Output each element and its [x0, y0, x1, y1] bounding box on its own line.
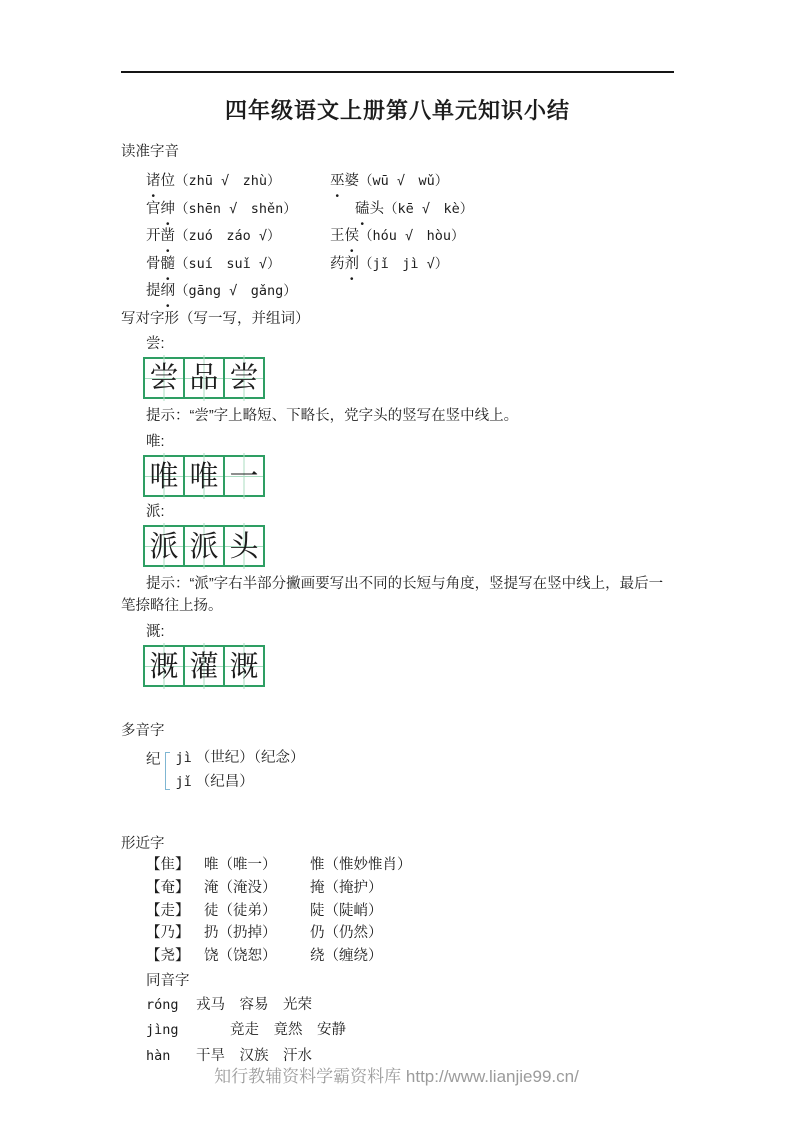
pronunciation-item [330, 168, 448, 196]
writing-entry-label: 派: [146, 504, 165, 520]
pinyin-options: （zuó záo √） [175, 228, 281, 244]
page-title: 四年级语文上册第八单元知识小结 [224, 98, 570, 123]
homophone-pinyin: róng [146, 996, 179, 1013]
homophone-words: 竞走 竟然 安静 [230, 1022, 346, 1039]
writing-tip: 提示：“尝”字上略短、下略长，党字头的竖写在竖中线上。 [146, 407, 519, 424]
reading-words: （世纪）（纪念） [195, 750, 305, 766]
section-heading-polyphonic: 多音字 [121, 723, 165, 739]
writing-entry-label: 唯: [146, 434, 165, 450]
grid-cell [223, 525, 265, 567]
similar-word-right: 陡（陡峭） [310, 902, 383, 919]
character-practice-grid [143, 455, 265, 497]
practice-character: 尝 [149, 360, 179, 394]
word-emphasized: 诸 [146, 173, 161, 189]
grid-cell [183, 357, 225, 399]
similar-word-right: 仍（仍然） [310, 925, 383, 942]
writing-entry-label: 溉: [146, 624, 165, 640]
reading-pinyin: jǐ [175, 774, 192, 790]
similar-word-left: 扔（扔掉） [204, 925, 277, 942]
grid-cell [183, 525, 225, 567]
pinyin-options: （kē √ kè） [384, 200, 474, 217]
word-emphasized: 凿 [160, 228, 175, 244]
word-part: 位 [160, 173, 175, 189]
similar-word-right: 掩（掩护） [310, 879, 383, 896]
pinyin-options: （hóu √ hòu） [359, 228, 465, 244]
practice-character: 唯 [149, 458, 179, 493]
character-practice-grid [143, 645, 265, 687]
section-heading-homophone: 同音字 [146, 972, 190, 989]
word-emphasized: 侯 [344, 228, 359, 244]
character-practice-grid [143, 525, 265, 567]
similar-word-left: 徒（徒弟） [204, 902, 277, 919]
pinyin-options: （gāng √ gǎng） [175, 283, 297, 299]
practice-character: 品 [189, 360, 219, 394]
pronunciation-item [146, 223, 330, 251]
writing-entry-label: 尝: [146, 335, 165, 352]
word-emphasized: 磕 [355, 200, 370, 217]
word-part: 药 [330, 255, 345, 272]
similar-row [146, 854, 674, 877]
homophone-pinyin: hàn [146, 1047, 171, 1064]
pronunciation-item [355, 196, 473, 224]
word-emphasized: 绅 [160, 200, 175, 217]
similar-row [146, 945, 674, 968]
homophone-row [146, 1018, 674, 1044]
section-heading-pronunciation: 读准字音 [121, 144, 179, 160]
section-similar-characters [121, 834, 674, 1069]
practice-character: 溉 [149, 648, 179, 683]
similar-row [146, 922, 674, 945]
pinyin-options: （zhū √ zhù） [175, 173, 281, 189]
practice-character: 头 [229, 528, 259, 563]
practice-character: 溉 [229, 648, 259, 683]
similar-word-right: 惟（惟妙惟肖） [310, 857, 412, 873]
similar-component: 【隹】 [146, 857, 190, 873]
polyphonic-readings [176, 746, 305, 794]
section-polyphonic [121, 721, 674, 794]
word-part: 开 [146, 228, 161, 244]
word-part: 骨 [146, 255, 161, 272]
grid-cell [223, 357, 265, 399]
grid-cell [183, 455, 225, 497]
polyphonic-entry [146, 746, 674, 794]
pronunciation-row [146, 223, 674, 251]
grid-cell [223, 455, 265, 497]
similar-row [146, 877, 674, 900]
pronunciation-row [146, 168, 674, 196]
practice-character: 一 [229, 458, 259, 493]
pronunciation-item [146, 196, 330, 224]
pinyin-options: （wū √ wǔ） [359, 173, 449, 189]
similar-word-left: 饶（饶恕） [204, 948, 277, 965]
pronunciation-item [146, 168, 330, 196]
pronunciation-row [146, 251, 674, 279]
pinyin-options: （suí suǐ √） [175, 255, 281, 272]
word-part: 提 [146, 283, 161, 299]
grid-cell [143, 455, 185, 497]
similar-row [146, 900, 674, 923]
footer-watermark: 知行教辅资料学霸资料库 http://www.lianjie99.cn/ [214, 1067, 579, 1086]
grid-cell [143, 645, 185, 687]
pronunciation-list [121, 168, 674, 306]
homophone-words: 干旱 汉族 汗水 [196, 1047, 312, 1064]
word-part: 头 [369, 200, 384, 217]
pronunciation-item [146, 251, 330, 279]
practice-character: 灌 [189, 648, 219, 683]
grid-cell [143, 525, 185, 567]
practice-character: 派 [189, 528, 219, 563]
word-emphasized: 剂 [344, 255, 359, 272]
character-practice-grid [143, 357, 265, 399]
polyphonic-reading [176, 746, 305, 770]
pronunciation-item [146, 278, 330, 306]
pronunciation-item [330, 223, 465, 251]
word-part: 官 [146, 200, 161, 217]
practice-character: 派 [149, 528, 179, 563]
similar-word-left: 淹（淹没） [204, 879, 277, 896]
pinyin-options: （jǐ jì √） [359, 255, 449, 272]
word-emphasized: 巫 [330, 173, 345, 189]
grid-cell [223, 645, 265, 687]
homophone-pinyin: jìng [146, 1022, 179, 1039]
practice-character: 唯 [189, 458, 219, 493]
polyphonic-base-character: 纪 [146, 752, 161, 768]
word-emphasized: 纲 [160, 283, 175, 299]
polyphonic-reading [176, 770, 305, 794]
pinyin-options: （shēn √ shěn） [175, 200, 297, 217]
section-heading-writing: 写对字形（写一写，并组词） [121, 310, 310, 327]
grid-cell [183, 645, 225, 687]
homophone-row [146, 993, 674, 1019]
similar-component: 【奄】 [146, 879, 190, 896]
pronunciation-row [146, 278, 674, 306]
word-emphasized: 髓 [160, 255, 175, 272]
homophone-words: 戎马 容易 光荣 [196, 996, 312, 1013]
word-part: 婆 [344, 173, 359, 189]
bracket-icon [165, 752, 170, 790]
practice-character: 尝 [229, 360, 259, 394]
writing-tip: 提示：“派”字右半部分撇画要写出不同的长短与角度，竖提写在竖中线上，最后一笔捺略往上扬。 [121, 576, 664, 614]
pronunciation-item [330, 251, 448, 279]
similar-word-right: 绕（缠绕） [310, 948, 383, 965]
similar-word-left: 唯（唯一） [204, 857, 277, 873]
section-heading-similar: 形近字 [121, 836, 165, 852]
similar-component: 【乃】 [146, 925, 190, 942]
reading-words: （纪昌） [195, 774, 254, 790]
similar-component: 【尧】 [146, 948, 190, 965]
word-part: 王 [330, 228, 345, 244]
document-content [121, 0, 674, 1069]
reading-pinyin: jì [175, 750, 192, 766]
pronunciation-row [146, 196, 674, 224]
grid-cell [143, 357, 185, 399]
similar-component: 【走】 [146, 902, 190, 919]
